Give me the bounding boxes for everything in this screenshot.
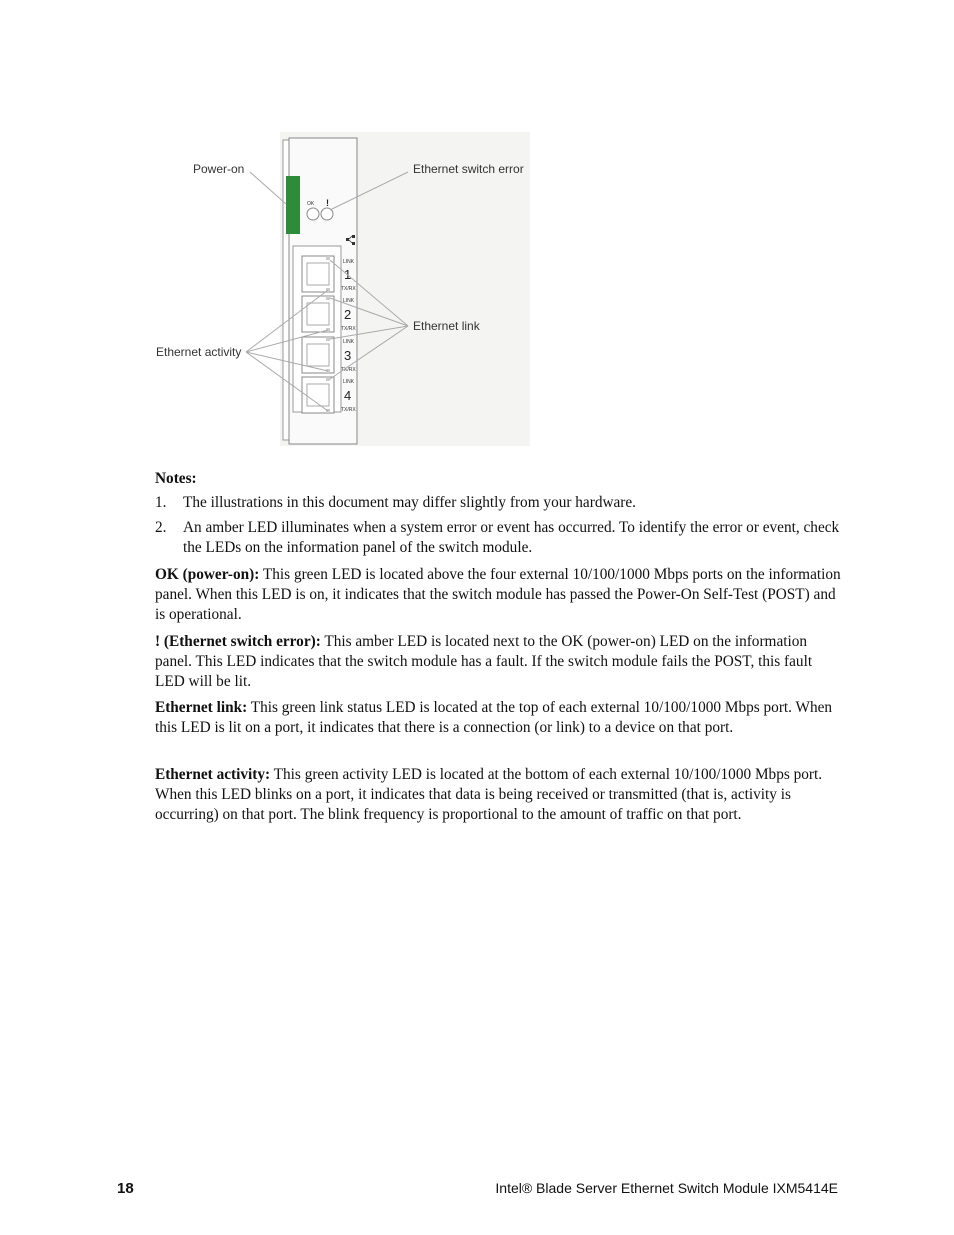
ok-led-label: OK bbox=[307, 201, 315, 207]
port-3-number: 3 bbox=[344, 348, 352, 363]
paragraph-term: OK (power-on): bbox=[155, 566, 260, 583]
ethernet-activity-callout: Ethernet activity bbox=[156, 345, 242, 359]
port-2-link-label: LINK bbox=[343, 298, 355, 304]
switch-panel-illustration bbox=[150, 132, 530, 446]
switch-panel-figure bbox=[150, 132, 530, 446]
port-1-number: 1 bbox=[344, 267, 352, 282]
paragraph-text: This green LED is located above the four external 10/100/1000 Mbps ports on the information panel. When this LED is on, it indicates that the switch module has passed the Power-On Self-Test (POST) and is operational. bbox=[155, 566, 841, 624]
note-text: The illustrations in this document may differ slightly from your hardware. bbox=[183, 494, 637, 511]
notes-list bbox=[155, 493, 845, 558]
port-2 bbox=[302, 296, 334, 332]
switch-error-paragraph bbox=[155, 632, 845, 693]
ok-led bbox=[307, 208, 319, 220]
ok-power-on-paragraph bbox=[155, 565, 845, 626]
port-4-number: 4 bbox=[344, 388, 352, 403]
port-2-number: 2 bbox=[344, 307, 352, 322]
port-1-link-label: LINK bbox=[343, 259, 355, 265]
note-number: 1. bbox=[155, 494, 167, 511]
switch-error-callout: Ethernet switch error bbox=[413, 162, 524, 176]
note-item bbox=[155, 518, 845, 558]
ethernet-link-paragraph bbox=[155, 698, 845, 738]
paragraph-term: ! (Ethernet switch error): bbox=[155, 633, 321, 650]
ethernet-link-callout: Ethernet link bbox=[413, 319, 480, 333]
power-on-led-strip bbox=[286, 176, 300, 234]
page-number: 18 bbox=[117, 1180, 134, 1197]
port-4-link-label: LINK bbox=[343, 379, 355, 385]
port-1-txrx-label: TX/RX bbox=[341, 286, 356, 292]
port-4 bbox=[302, 377, 334, 413]
port-2-txrx-label: TX/RX bbox=[341, 326, 356, 332]
power-on-callout: Power-on bbox=[193, 162, 245, 176]
port-4-txrx-label: TX/RX bbox=[341, 407, 356, 413]
note-text: An amber LED illuminates when a system error or event has occurred. To identify the error or event, check the LEDs on the information panel of the switch module. bbox=[183, 518, 840, 556]
port-3-link-label: LINK bbox=[343, 339, 355, 345]
paragraph-text: This green link status LED is located at the top of each external 10/100/1000 Mbps port. When this LED is lit on a port, it indicates that there is a connection (or link) to a device on that port. bbox=[155, 699, 833, 737]
port-3 bbox=[302, 337, 334, 373]
port-3-txrx-label: TX/RX bbox=[341, 367, 356, 373]
paragraph-term: Ethernet activity: bbox=[155, 766, 271, 783]
document-title-footer: Intel® Blade Server Ethernet Switch Module IXM5414E bbox=[495, 1180, 838, 1196]
note-item bbox=[155, 493, 845, 513]
error-led-label: ! bbox=[326, 198, 329, 208]
paragraph-term: Ethernet link: bbox=[155, 699, 248, 716]
port-1 bbox=[302, 256, 334, 292]
paragraph-text: This amber LED is located next to the OK (power-on) LED on the information panel. This LED indicates that the switch module has a fault. If the switch module fails the POST, this fault LED will be lit. bbox=[155, 633, 813, 691]
paragraph-text: This green activity LED is located at the bottom of each external 10/100/1000 Mbps port. When this LED blinks on a port, it indicates that data is being received or transmitted (that is, activity is occurring) on that port. The blink frequency is proportional to the amount of traffic on that port. bbox=[155, 766, 823, 824]
note-number: 2. bbox=[155, 518, 167, 536]
ethernet-activity-paragraph bbox=[155, 765, 845, 826]
notes-heading: Notes: bbox=[155, 470, 197, 487]
